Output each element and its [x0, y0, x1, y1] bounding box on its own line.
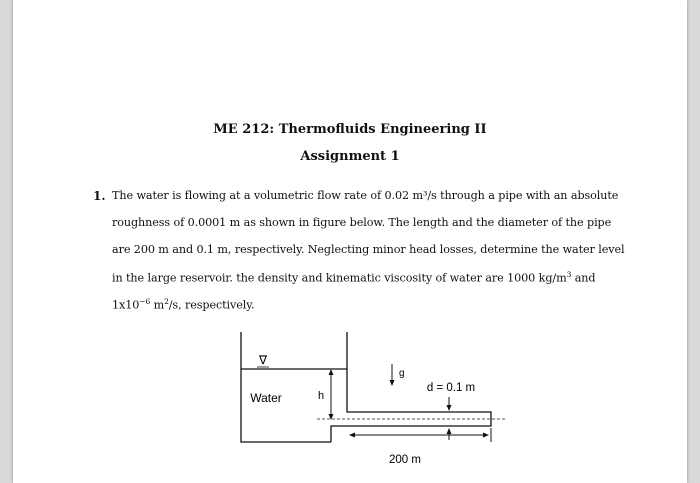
pipe-reservoir-figure [13, 0, 687, 483]
diameter-arrow-bottom [447, 428, 452, 440]
question-line-3: are 200 m and 0.1 m, respectively. Neglecting minor head losses, determine the water level [112, 243, 625, 256]
line-5-exponent: −6 [139, 297, 151, 306]
diameter-label: d = 0.1 m [426, 382, 476, 394]
reservoir-left-wall [241, 332, 331, 442]
question-line-2: roughness of 0.0001 m as shown in figure below. The length and the diameter of the pipe [112, 216, 612, 229]
line-5-text: 1x10 [112, 298, 140, 312]
free-surface-symbol: ∇ [258, 353, 268, 367]
water-label: Water [250, 391, 282, 405]
line-5-end: /s, respectively. [168, 298, 255, 312]
gravity-arrow [390, 364, 395, 386]
question-number: 1. [93, 189, 106, 203]
line-5-unit-exponent: 2 [164, 297, 169, 306]
document-page [13, 0, 687, 483]
question-line-1: The water is flowing at a volumetric flow rate of 0.02 m³/s through a pipe with an absolute [112, 189, 619, 202]
height-label: h [317, 390, 325, 402]
length-label: 200 m [389, 454, 421, 466]
gravity-label: g [399, 368, 405, 379]
diameter-arrow-top [447, 397, 452, 411]
length-dimension-arrow [351, 428, 491, 442]
line-5-unit: m [150, 298, 165, 312]
line-4-text: in the large reservoir. the density and kinematic viscosity of water are 1000 kg/m [112, 271, 567, 285]
assignment-title: Assignment 1 [300, 149, 400, 164]
line-4-superscript: 3 [566, 270, 572, 279]
course-title: ME 212: Thermofluids Engineering II [213, 122, 487, 137]
line-4-end: and [571, 271, 596, 285]
